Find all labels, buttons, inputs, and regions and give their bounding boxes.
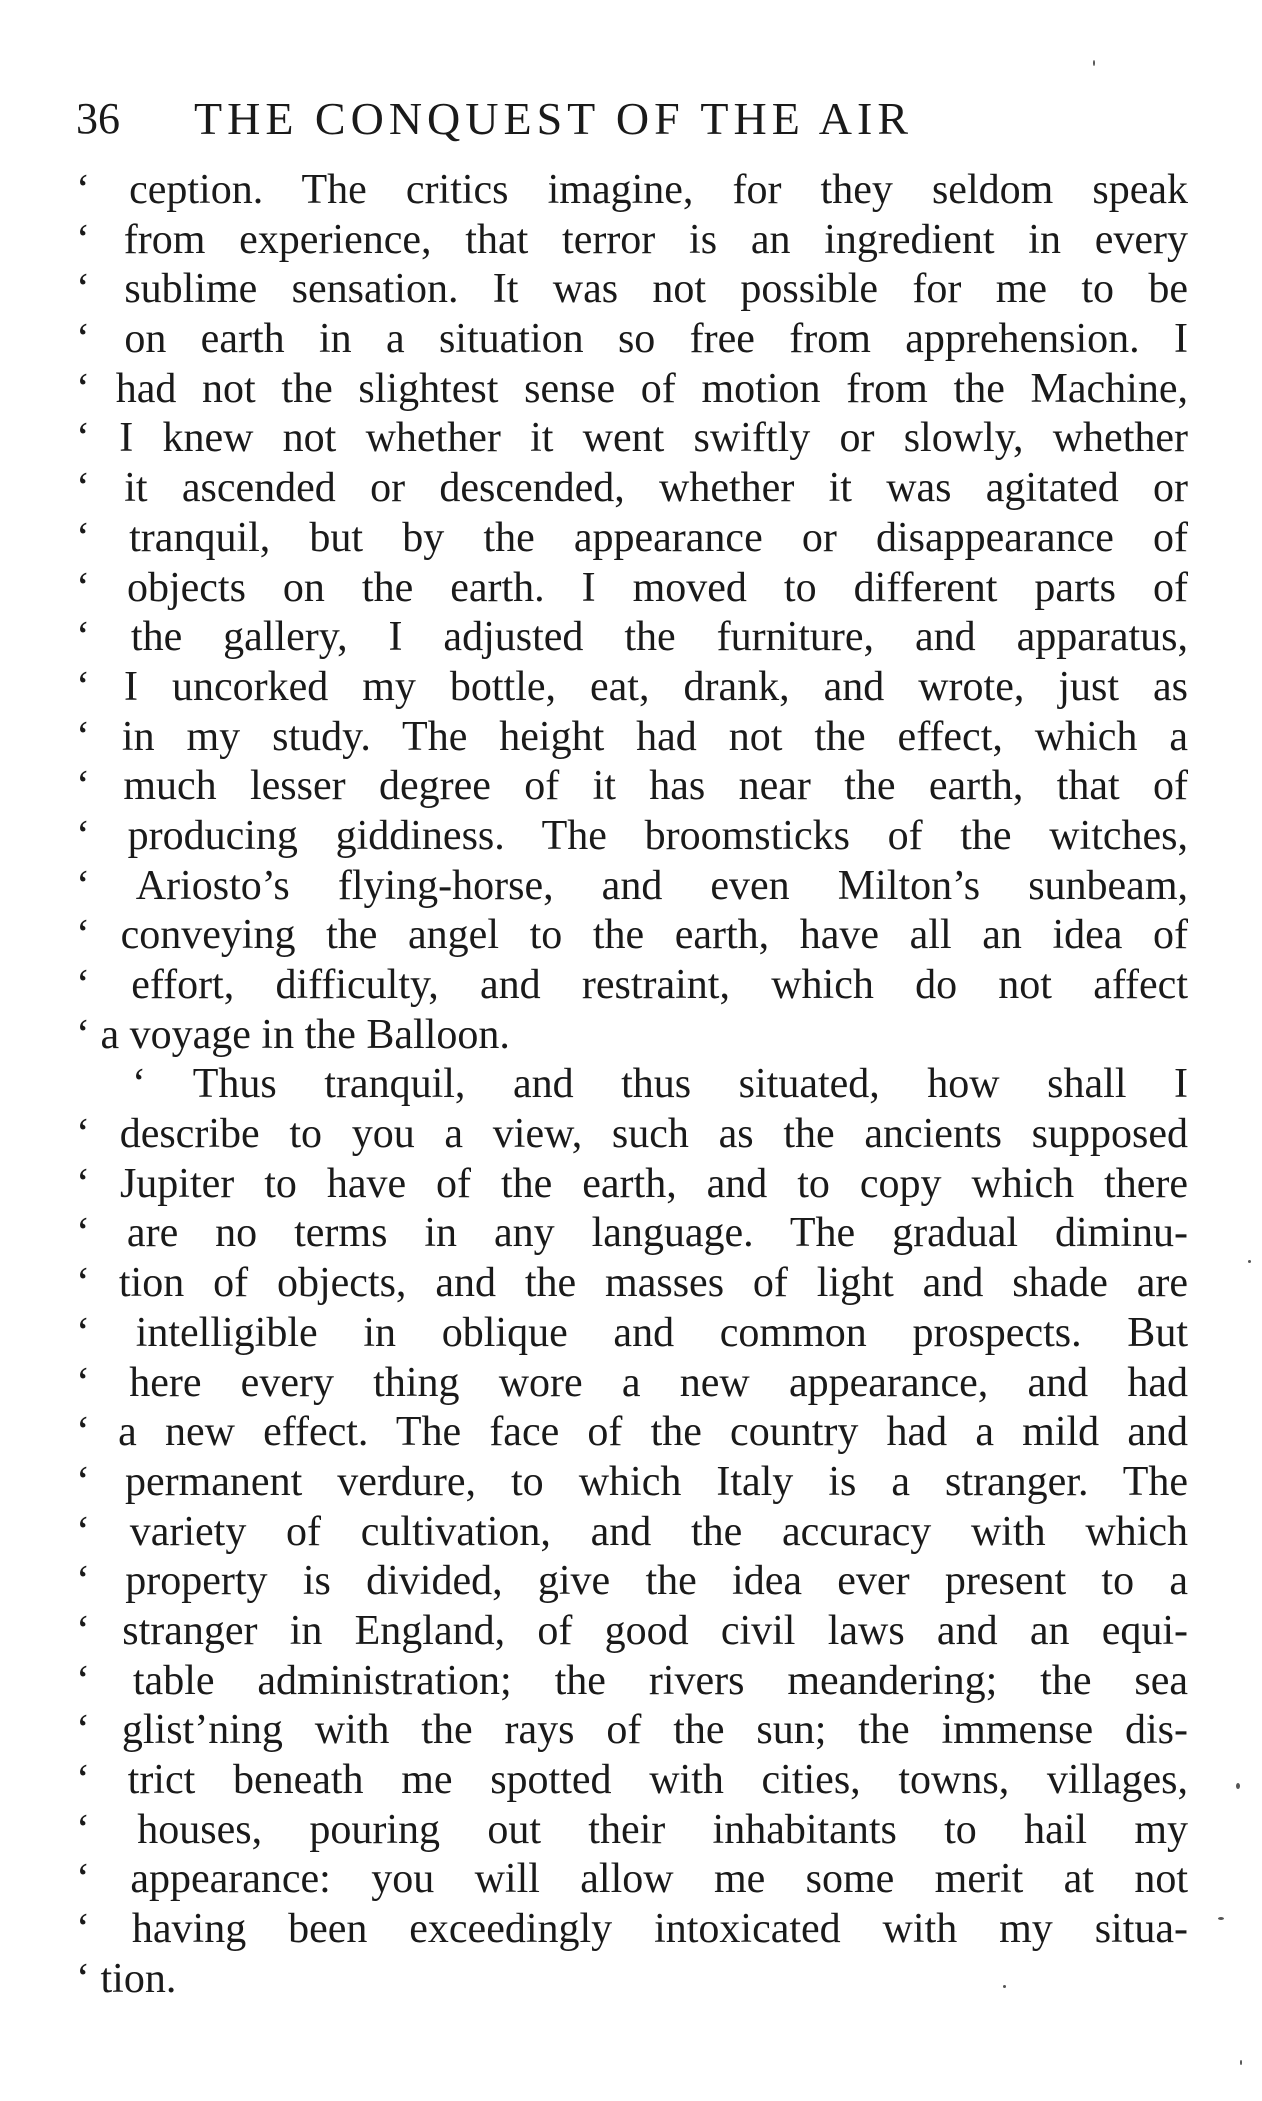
text-line: ‘ variety of cultivation, and the accuracy with which [76, 1508, 1188, 1555]
text-line: ‘ having been exceedingly intoxicated with my situa- [76, 1906, 1188, 1953]
text-line: ‘ describe to you a view, such as the ancients supposed [76, 1111, 1188, 1158]
paragraph-start-line: ‘ Thus tranquil, and thus situated, how shall I [132, 1061, 1188, 1108]
text-line: ‘ tion of objects, and the masses of light and shade are [76, 1260, 1188, 1307]
speck-mark [1240, 2060, 1242, 2065]
text-line: ‘ intelligible in oblique and common prospects. But [76, 1309, 1188, 1356]
text-line: ‘ on earth in a situation so free from apprehension. I [76, 316, 1188, 363]
paragraph-end-line: ‘ a voyage in the Balloon. [76, 1011, 510, 1058]
text-line: ‘ trict beneath me spotted with cities, towns, villages, [76, 1757, 1188, 1803]
running-title: THE CONQUEST OF THE AIR [194, 93, 913, 144]
text-line: ‘ are no terms in any language. The gradual diminu- [76, 1210, 1188, 1257]
text-line: ‘ here every thing wore a new appearance, and had [76, 1359, 1188, 1406]
text-line: ‘ objects on the earth. I moved to different parts of [76, 564, 1188, 611]
running-head [76, 88, 1186, 148]
text-line: ‘ a new effect. The face of the country had a mild and [76, 1409, 1188, 1456]
text-line: ‘ from experience, that terror is an ingredient in every [76, 216, 1188, 263]
text-line: ‘ table administration; the rivers meandering; the sea [76, 1657, 1188, 1704]
text-line: ‘ Jupiter to have of the earth, and to copy which there [76, 1160, 1188, 1207]
text-line: ‘ Ariosto’s flying-horse, and even Milton’s sunbeam, [76, 862, 1188, 909]
speck-mark [1218, 1917, 1224, 1920]
text-line: ‘ much lesser degree of it has near the earth, that of [76, 763, 1188, 810]
text-line: ‘ had not the slightest sense of motion from the Machine, [76, 365, 1188, 412]
text-line: ‘ stranger in England, of good civil laws and an equi- [76, 1607, 1188, 1654]
text-line: ‘ in my study. The height had not the effect, which a [76, 713, 1188, 760]
text-line: ‘ ception. The critics imagine, for they seldom speak [76, 167, 1188, 213]
text-line: ‘ tranquil, but by the appearance or disappearance of [76, 514, 1188, 561]
text-line: ‘ appearance: you will allow me some merit at not [76, 1856, 1188, 1903]
text-line: ‘ I knew not whether it went swiftly or slowly, whether [76, 415, 1188, 462]
speck-mark [1236, 1783, 1240, 1789]
text-line: ‘ glist’ning with the rays of the sun; the immense dis- [76, 1707, 1188, 1754]
text-line: ‘ conveying the angel to the earth, have all an idea of [76, 912, 1188, 959]
text-line: ‘ it ascended or descended, whether it was agitated or [76, 465, 1188, 512]
text-line: ‘ houses, pouring out their inhabitants to hail my [76, 1806, 1188, 1853]
text-line: ‘ I uncorked my bottle, eat, drank, and wrote, just as [76, 663, 1188, 710]
text-line: ‘ property is divided, give the idea ever present to a [76, 1558, 1188, 1605]
body-text [76, 166, 1188, 2004]
text-line: ‘ effort, difficulty, and restraint, which do not affect [76, 962, 1188, 1008]
text-line: ‘ sublime sensation. It was not possible for me to be [76, 266, 1188, 313]
text-line: ‘ permanent verdure, to which Italy is a stranger. The [76, 1458, 1188, 1505]
page-number: 36 [76, 94, 120, 143]
speck-mark [1248, 1260, 1251, 1263]
speck-mark [1003, 1985, 1006, 1988]
text-line: ‘ producing giddiness. The broomsticks of the witches, [76, 812, 1188, 859]
speck-mark [1093, 60, 1095, 66]
text-line: ‘ the gallery, I adjusted the furniture, and apparatus, [76, 614, 1188, 661]
paragraph-end-line: ‘ tion. [76, 1955, 177, 2002]
